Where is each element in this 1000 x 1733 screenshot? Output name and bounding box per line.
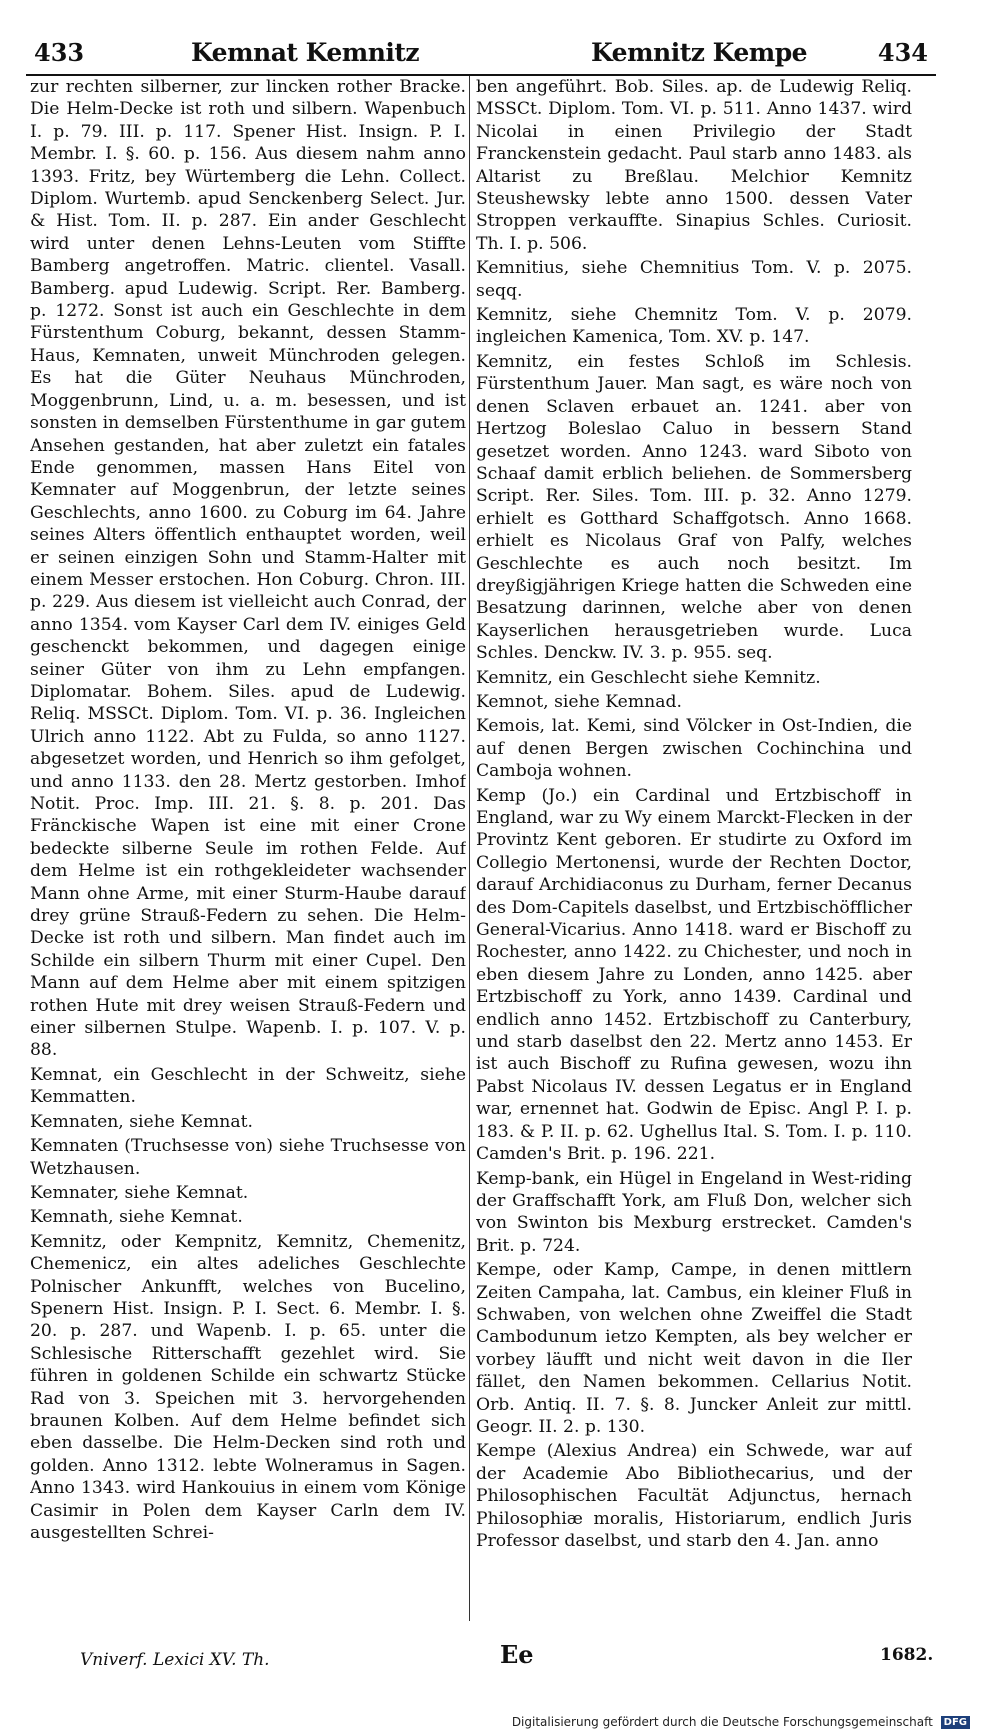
- entry-kemois: Kemois, lat. Kemi, sind Völcker in Ost-Indien, die auf denen Bergen zwischen Cochinchina und Camboja wohnen.: [476, 716, 912, 782]
- entry-kemnat-continued: zur rechten silberner, zur lincken rother Bracke. Die Helm-Decke ist roth und silbern. Wapenbuch I. p. 79. III. p. 117. Spener Hist. Insign. P. I. Membr. I. §. 60. p. 156. Aus diesem nahm anno 1393. Fritz, bey Würtemberg die Lehn. Collect. Diplom. Wurtemb. apud Senckenberg Select. Jur. & Hist. Tom. II. p. 287. Ein ander Geschlecht wird unter denen Lehns-Leuten vom Stiffte Bamberg angetroffen. Matric. clientel. Vasall. Bamberg. apud Ludewig. Script. Rer. Bamberg. p. 1272. Sonst ist auch ein Geschlechte in dem Fürstenthum Coburg, bekannt, dessen Stamm-Haus, Kemnaten, unweit Münchroden gelegen. Es hat die Güter Neuhaus Münchroden, Moggenbrunn, Lind, u. a. m. besessen, und ist sonsten in demselben Fürstenthume in gar gutem Ansehen gestanden, hat aber zuletzt ein fatales Ende genommen, massen Hans Eitel von Kemnater auf Moggenbrun, der letzte seines Geschlechts, anno 1600. zu Coburg im 64. Jahre seines Alters öffentlich enthauptet worden, weil er seinen einzigen Sohn und Stamm-Halter mit einem Messer erstochen. Hon Coburg. Chron. III. p. 229. Aus diesem ist vielleicht auch Conrad, der anno 1354. vom Kayser Carl dem IV. einiges Geld geschenckt bekommen, und dagegen einige seiner Güter von ihm zu Lehn empfangen. Diplomatar. Bohem. Siles. apud de Ludewig. Reliq. MSSCt. Diplom. Tom. VI. p. 36. Ingleichen Ulrich anno 1122. Abt zu Fulda, so anno 1127. abgesetzet worden, und Henrich so ihm gefolget, und anno 1133. den 28. Mertz gestorben. Imhof Notit. Proc. Imp. III. 21. §. 8. p. 201. Das Fränckische Wapen ist eine mit einer Crone bedeckte silberne Seule im rothen Felde. Auf dem Helme ist ein rothgekleideter wachsender Mann ohne Arme, mit einer Sturm-Haube darauf drey grüne Strauß-Federn zu sehen. Die Helm-Decke ist roth und silbern. Man findet auch im Schilde ein silbern Thurm mit einer Cupel. Den Mann auf dem Helme aber mit einem spitzigen rothen Hute mit drey weisen Strauß-Federn und einer silbernen Stulpe. Wapenb. I. p. 107. V. p. 88.: [30, 77, 466, 1061]
- entry-kemnitius: Kemnitius, siehe Chemnitius Tom. V. p. 2075. seqq.: [476, 258, 912, 301]
- page-header: [26, 34, 936, 76]
- header-title-left: Kemnat Kemnitz: [191, 38, 420, 67]
- entry-kemnitz-geschlecht: Kemnitz, oder Kempnitz, Kemnitz, Chemenitz, Chemenicz, ein altes adeliches Geschlechte Polnischer Ankunfft, welches von Bucelino, Spenern Hist. Insign. P. I. Sect. 6. Membr. I. §. 20. p. 287. und Wapenb. I. p. 65. unter die Schlesische Ritterschafft gezehlet wird. Sie führen in goldenen Schilde ein schwartz Stücke Rad von 3. Speichen mit 3. hervorgehenden braunen Kolben. Auf dem Helme befindet sich eben dasselbe. Die Helm-Decken sind roth und golden. Anno 1312. lebte Wolneramus in Sagen. Anno 1343. wird Hankouius in einem vom Könige Casimir in Polen dem Kayser Carln dem IV. ausgestellten Schrei-: [30, 1231, 466, 1543]
- entry-kemnaten-truchsesse: Kemnaten (Truchsesse von) siehe Truchsesse von Wetzhausen.: [30, 1136, 466, 1179]
- column-divider: [469, 76, 470, 1621]
- signature-line: Vniverf. Lexici XV. Th.: [80, 1650, 270, 1670]
- next-page-word: 1682.: [880, 1645, 934, 1665]
- left-column: [30, 76, 466, 1631]
- entry-kemnater: Kemnater, siehe Kemnat.: [30, 1182, 249, 1203]
- page-number-right: 434: [877, 38, 928, 67]
- entry-kempe-fluss: Kempe, oder Kamp, Campe, in denen mittlern Zeiten Campaha, lat. Cambus, ein kleiner Fluß in Schwaben, von welchen ohne Zweiffel die Stadt Cambodunum ietzo Kempten, als bey welcher er vorbey läufft und nicht weit davon in die Iler fället, den Namen bekommen. Cellarius Notit. Orb. Antiq. II. 7. §. 8. Juncker Anleit zur mittl. Geogr. II. 2. p. 130.: [476, 1260, 912, 1437]
- entry-kemnaten: Kemnaten, siehe Kemnat.: [30, 1111, 253, 1132]
- page-number-left: 433: [34, 38, 85, 67]
- footer-text: Digitalisierung gefördert durch die Deutsche Forschungsgemeinschaft: [511, 1715, 933, 1729]
- entry-kemp-bank: Kemp-bank, ein Hügel in Engeland in West-riding der Graffschafft York, am Fluß Don, welcher sich von Swinton bis Mexburg erstrecket. Camden's Brit. p. 724.: [476, 1168, 912, 1256]
- entry-kemnitz-schloss: Kemnitz, ein festes Schloß im Schlesis. Fürstenthum Jauer. Man sagt, es wäre noch von denen Sclaven erbauet an. 1241. aber von Hertzog Boleslao Caluo in bessern Stand gesetzet worden. Anno 1243. ward Siboto von Schaaf damit erblich beliehen. de Sommersberg Script. Rer. Siles. Tom. III. p. 32. Anno 1279. erhielt es Gotthard Schaffgotsch. Anno 1668. erhielt es Nicolaus Graf von Palfy, welches Geschlechte es auch noch besitzt. Im dreyßigjährigen Kriege hatten die Schweden eine Besatzung darinnen, welche aber von denen Kayserlichen herausgetrieben wurde. Luca Schles. Denckw. IV. 3. p. 955. seq.: [476, 351, 912, 664]
- entry-kempe-alexius: Kempe (Alexius Andrea) ein Schwede, war auf der Academie Abo Bibliothecarius, und der Philosophischen Facultät Adjunctus, hernach Philosophiæ moralis, Historiarum, endlich Juris Professor daselbst, und starb den 4. Jan. anno: [476, 1441, 912, 1551]
- entry-kemnat-schweitz: Kemnat, ein Geschlecht in der Schweitz, siehe Kemmatten.: [30, 1064, 466, 1108]
- entry-kemnath: Kemnath, siehe Kemnat.: [30, 1207, 243, 1228]
- header-title-right: Kemnitz Kempe: [591, 38, 808, 67]
- catchword: Ee: [500, 1640, 534, 1669]
- dfg-logo-icon: DFG: [941, 1716, 970, 1729]
- entry-kemnot: Kemnot, siehe Kemnad.: [476, 691, 682, 712]
- digitization-footer: [470, 1715, 970, 1729]
- entry-kemnitz-chemnitz: Kemnitz, siehe Chemnitz Tom. V. p. 2079. ingleichen Kamenica, Tom. XV. p. 147.: [476, 305, 912, 348]
- entry-kemp: Kemp (Jo.) ein Cardinal und Ertzbischoff in England, war zu Wy einem Marckt-Flecken in der Provintz Kent geboren. Er studirte zu Oxford im Collegio Mertonensi, wurde der Rechten Doctor, darauf Archidiaconus zu Durham, ferner Decanus des Dom-Capitels daselbst, und Ertzbischöfflicher General-Vicarius. Anno 1418. ward er Bischoff zu Rochester, anno 1422. zu Chichester, und noch in eben diesem Jahre zu Londen, anno 1425. aber Ertzbischoff zu York, anno 1439. Cardinal und endlich anno 1452. Ertzbischoff zu Canterbury, und starb daselbst den 22. Mertz anno 1453. Er ist auch Bischoff zu Rufina gewesen, wozu ihn Pabst Nicolaus IV. dessen Legatus er in England war, ernennet hat. Godwin de Episc. Angl P. I. p. 183. & P. II. p. 62. Ughellus Ital. S. Tom. I. p. 110. Camden's Brit. p. 196. 221.: [476, 785, 912, 1165]
- right-column: [476, 76, 912, 1631]
- entry-kemnitz-geschlecht-ref: Kemnitz, ein Geschlecht siehe Kemnitz.: [476, 667, 821, 688]
- entry-kemnitz-continued: ben angeführt. Bob. Siles. ap. de Ludewig Reliq. MSSCt. Diplom. Tom. VI. p. 511. Anno 1437. wird Nicolai in einen Privilegio der Stadt Franckenstein gedacht. Paul starb anno 1483. als Altarist zu Breßlau. Melchior Kemnitz Steushewsky lebte anno 1500. dessen Vater Stroppen verkauffte. Sinapius Schles. Curiosit. Th. I. p. 506.: [476, 77, 912, 254]
